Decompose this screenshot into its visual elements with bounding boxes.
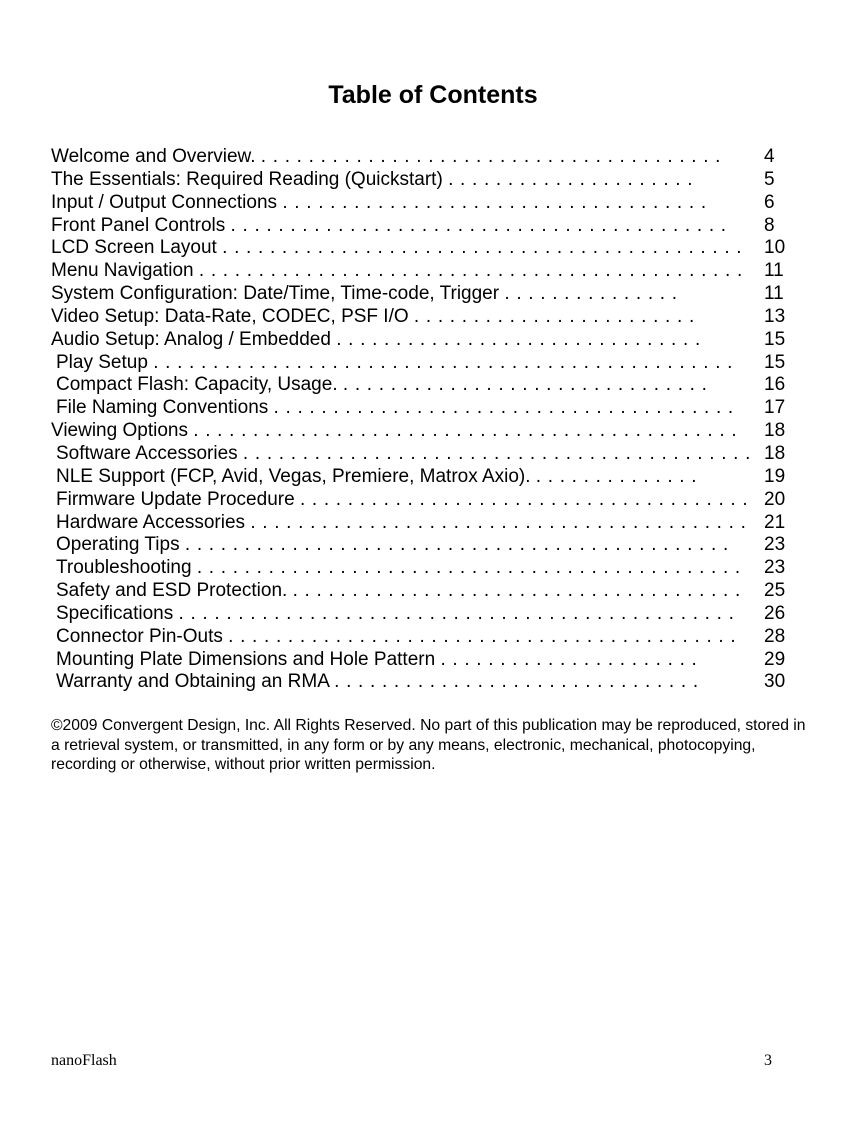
toc-entry[interactable] [51,283,811,306]
toc-leader-dots: . . . . . . . . . . . . . . . . . . . . . . . . . . . . . . . . . . . . . . . . . . . . . . [184,534,729,556]
toc-entry-title: LCD Screen Layout [51,237,217,259]
toc-entry-title: Input / Output Connections [51,191,278,213]
toc-entry-page: 17 [764,397,786,419]
toc-entry[interactable] [51,397,811,420]
toc-entry-page: 26 [764,602,786,624]
toc-entry-page: 19 [764,465,786,487]
toc-leader-dots: . . . . . . . . . . . . . . . . . . . . . . . . . . . . . . . . . . . . . . . . . . . [242,442,752,464]
toc-entry-title: Firmware Update Procedure [56,488,295,510]
toc-entry[interactable] [51,649,811,672]
table-of-contents [51,146,811,694]
toc-entry-page: 20 [764,488,786,510]
toc-entry-page: 11 [764,260,784,282]
toc-entry-title: Connector Pin-Outs [56,625,223,647]
toc-entry[interactable] [51,420,811,443]
toc-entry-title: Hardware Accessories [56,511,246,533]
toc-entry-page: 23 [764,557,786,579]
toc-entry-page: 30 [764,671,786,693]
toc-entry-page: 11 [764,283,784,305]
toc-entry-page: 21 [764,511,786,533]
toc-entry[interactable] [51,169,811,192]
toc-leader-dots: . . . . . . . . . . . . . . [535,465,698,487]
toc-entry[interactable] [51,512,811,535]
toc-entry-page: 18 [764,442,786,464]
toc-leader-dots: . . . . . . . . . . . . . . . . . . . . . . . . . . . . . . . [336,328,701,350]
toc-entry-page: 10 [764,237,786,259]
toc-leader-dots: . . . . . . . . . . . . . . . . . . . . . . . . . . . . . . . . . . . . . . . [273,397,734,419]
toc-entry-page: 23 [764,534,786,556]
toc-entry-title: Warranty and Obtaining an RMA [56,671,329,693]
toc-leader-dots: . . . . . . . . . . . . . . . . . . . . . . . . . . . . . . . [342,374,708,396]
toc-entry[interactable] [51,192,811,215]
toc-leader-dots: . . . . . . . . . . . . . . . . . . . . . . . . . . . . . . . [334,671,699,693]
toc-entry-title: Safety and ESD Protection. [56,580,288,602]
toc-leader-dots: . . . . . . . . . . . . . . . . . . . . . . [440,648,698,670]
toc-entry-title: Menu Navigation [51,260,194,282]
toc-entry-page: 4 [764,146,775,167]
toc-entry[interactable] [51,374,811,397]
toc-entry-page: 18 [764,420,786,442]
toc-entry-title: Compact Flash: Capacity, Usage. [56,374,338,396]
toc-entry-title: Operating Tips [56,534,180,556]
toc-entry-title: Mounting Plate Dimensions and Hole Pattern [56,648,436,670]
toc-leader-dots: . . . . . . . . . . . . . . . . . . . . . [448,168,694,190]
toc-entry[interactable] [51,146,811,169]
toc-entry[interactable] [51,603,811,626]
toc-leader-dots: . . . . . . . . . . . . . . . . . . . . . . . . . . . . . . . . . . . . . . . . . . . [228,625,737,647]
toc-entry-page: 25 [764,580,786,602]
toc-leader-dots: . . . . . . . . . . . . . . . . . . . . . . . . . . . . . . . . . . . . . . . . . . . . . . . . . [153,351,734,373]
toc-entry-page: 5 [764,168,775,190]
toc-entry-page: 6 [764,191,775,213]
toc-entry-title: Software Accessories [56,442,238,464]
toc-entry-title: Audio Setup: Analog / Embedded [51,328,331,350]
toc-leader-dots: . . . . . . . . . . . . . . . . . . . . . . . . . . . . . . . . . . . . . . . . . . [250,511,747,533]
toc-leader-dots: . . . . . . . . . . . . . . . . . . . . . . . . . . . . . . . . . . . . . . . . . . [230,214,727,236]
toc-entry[interactable] [51,534,811,557]
toc-entry-title: Viewing Options [51,420,188,442]
footer-product-name: nanoFlash [51,1052,117,1069]
toc-entry-title: Specifications [56,602,174,624]
toc-entry[interactable] [51,215,811,238]
toc-entry-page: 8 [764,214,775,236]
toc-entry[interactable] [51,352,811,375]
toc-entry-title: Video Setup: Data-Rate, CODEC, PSF I/O [51,305,409,327]
toc-entry[interactable] [51,443,811,466]
toc-entry-title: File Naming Conventions [56,397,269,419]
toc-leader-dots: . . . . . . . . . . . . . . . . . . . . . . . . . . . . . . . . . . . . . . [292,580,741,602]
toc-entry-title: Troubleshooting [56,557,192,579]
toc-entry-page: 29 [764,648,786,670]
toc-leader-dots: . . . . . . . . . . . . . . . . . . . . . . . . . . . . . . . . . . . . . . . . . . . . . . [196,557,741,579]
toc-entry[interactable] [51,237,811,260]
toc-entry[interactable] [51,329,811,352]
toc-entry[interactable] [51,260,811,283]
toc-leader-dots: . . . . . . . . . . . . . . . . . . . . . . . . . . . . . . . . . . . . . . . . . . . . . . . [178,602,735,624]
toc-leader-dots: . . . . . . . . . . . . . . . . . . . . . . . . . . . . . . . . . . . . [282,191,707,213]
toc-entry[interactable] [51,626,811,649]
toc-entry[interactable] [51,489,811,512]
toc-leader-dots: . . . . . . . . . . . . . . . . . . . . . . . . . . . . . . . . . . . . . . . . . . . . . . [193,420,738,442]
toc-leader-dots: . . . . . . . . . . . . . . . . . . . . . . . . . . . . . . . . . . . . . . . . . . . . . . [198,260,743,282]
toc-leader-dots: . . . . . . . . . . . . . . . [504,283,678,305]
toc-leader-dots: . . . . . . . . . . . . . . . . . . . . . . . . . . . . . . . . . . . . . . . . . . . . [222,237,743,259]
toc-entry[interactable] [51,580,811,603]
copyright-notice: ©2009 Convergent Design, Inc. All Rights Reserved. No part of this publication may be reproduced, stored in a retrieval system, or transmitted, in any form or by any means, electronic, mechanical, photocopying, recording or otherwise, without prior written permission. [51,717,806,773]
toc-entry-title: NLE Support (FCP, Avid, Vegas, Premiere, Matrox Axio). [56,465,531,487]
toc-entry-title: System Configuration: Date/Time, Time-code, Trigger [51,283,500,305]
toc-entry-page: 16 [764,374,786,396]
toc-entry-title: The Essentials: Required Reading (Quickstart) [51,168,443,190]
toc-entry-page: 15 [764,328,786,350]
toc-entry[interactable] [51,306,811,329]
toc-leader-dots: . . . . . . . . . . . . . . . . . . . . . . . . [413,305,695,327]
toc-entry-title: Play Setup [56,351,148,373]
toc-leader-dots: . . . . . . . . . . . . . . . . . . . . . . . . . . . . . . . . . . . . . . [299,488,749,510]
toc-entry[interactable] [51,671,811,694]
toc-leader-dots: . . . . . . . . . . . . . . . . . . . . . . . . . . . . . . . . . . . . . . . [260,146,722,167]
toc-entry-page: 15 [764,351,786,373]
toc-entry-page: 13 [764,305,786,327]
toc-entry[interactable] [51,466,811,489]
toc-entry-title: Welcome and Overview. [51,146,256,167]
page-title: Table of Contents [328,81,538,109]
toc-entry-page: 28 [764,625,786,647]
toc-entry[interactable] [51,557,811,580]
footer-page-number: 3 [764,1052,772,1069]
toc-entry-title: Front Panel Controls [51,214,226,236]
